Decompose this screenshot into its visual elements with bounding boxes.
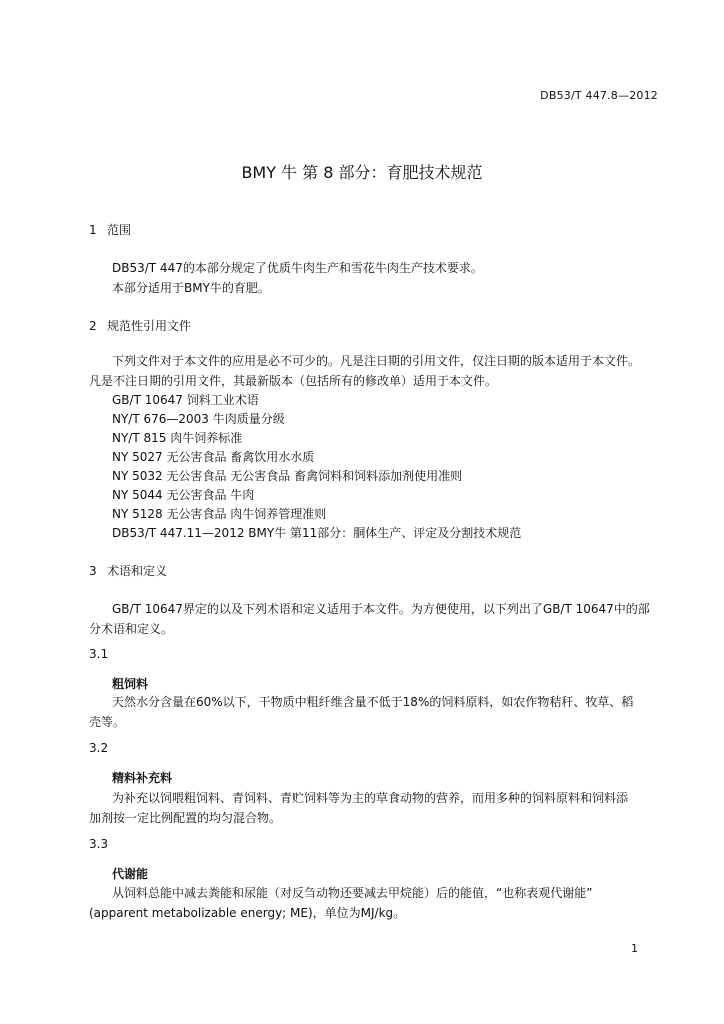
section-2-heading xyxy=(89,317,191,334)
term-definition-line-2: (apparent metabolizable energy; ME)，单位为MJ/kg。 xyxy=(89,906,406,920)
reference-item: NY/T 676—2003 牛肉质量分级 xyxy=(112,412,285,426)
section-number: 2 xyxy=(89,319,97,333)
section-1-heading xyxy=(89,221,131,238)
term-name: 粗饲料 xyxy=(112,677,149,691)
term-number: 3.3 xyxy=(89,837,109,851)
section-title: 范围 xyxy=(107,223,132,237)
term-definition-line-2: 壳等。 xyxy=(89,715,126,729)
section-number: 3 xyxy=(89,564,97,578)
reference-item: NY 5128 无公害食品 肉牛饲养管理准则 xyxy=(112,507,327,521)
reference-item: GB/T 10647 饲料工业术语 xyxy=(112,393,259,407)
document-code-header: DB53/T 447.8—2012 xyxy=(540,89,658,102)
section-3-intro-line-1: GB/T 10647界定的以及下列术语和定义适用于本文件。为方便使用，以下列出了GB/T 10647中的部 xyxy=(112,602,650,616)
document-title: BMY 牛 第 8 部分：育肥技术规范 xyxy=(241,163,483,182)
section-2-intro-line-2: 凡是不注日期的引用文件，其最新版本（包括所有的修改单）适用于本文件。 xyxy=(89,374,498,388)
section-3-heading xyxy=(89,562,167,579)
page-number: 1 xyxy=(631,942,638,955)
section-number: 1 xyxy=(89,223,97,237)
reference-item: NY 5027 无公害食品 畜禽饮用水水质 xyxy=(112,450,315,464)
term-definition-line-2: 加剂按一定比例配置的均匀混合物。 xyxy=(89,811,282,825)
section-3-intro-line-2: 分术语和定义。 xyxy=(89,622,174,636)
section-1-line-1: DB53/T 447的本部分规定了优质牛肉生产和雪花牛肉生产技术要求。 xyxy=(112,261,483,275)
reference-item: NY 5044 无公害食品 牛肉 xyxy=(112,488,255,502)
section-title: 规范性引用文件 xyxy=(107,319,192,333)
term-name: 精料补充料 xyxy=(112,771,173,785)
term-definition-line-1: 为补充以饲喂粗饲料、青饲料、青贮饲料等为主的草食动物的营养，而用多种的饲料原料和饲料添 xyxy=(112,791,629,805)
term-number: 3.1 xyxy=(89,647,109,661)
section-title: 术语和定义 xyxy=(107,564,168,578)
term-number: 3.2 xyxy=(89,741,109,755)
section-1-line-2: 本部分适用于BMY牛的育肥。 xyxy=(112,281,270,295)
term-name: 代谢能 xyxy=(112,867,149,881)
section-2-intro-line-1: 下列文件对于本文件的应用是必不可少的。凡是注日期的引用文件，仅注日期的版本适用于本文件。 xyxy=(112,354,641,368)
term-definition-line-1: 天然水分含量在60%以下，干物质中粗纤维含量不低于18%的饲料原料，如农作物秸秆、牧草、稻 xyxy=(112,695,634,709)
reference-item: NY 5032 无公害食品 无公害食品 畜禽饲料和饲料添加剂使用准则 xyxy=(112,469,463,483)
term-definition-line-1: 从饲料总能中减去粪能和尿能（对反刍动物还要减去甲烷能）后的能值，“也称表观代谢能” xyxy=(112,886,593,900)
reference-item: NY/T 815 肉牛饲养标准 xyxy=(112,431,243,445)
reference-item: DB53/T 447.11—2012 BMY牛 第11部分：胴体生产、评定及分割技术规范 xyxy=(112,526,522,540)
